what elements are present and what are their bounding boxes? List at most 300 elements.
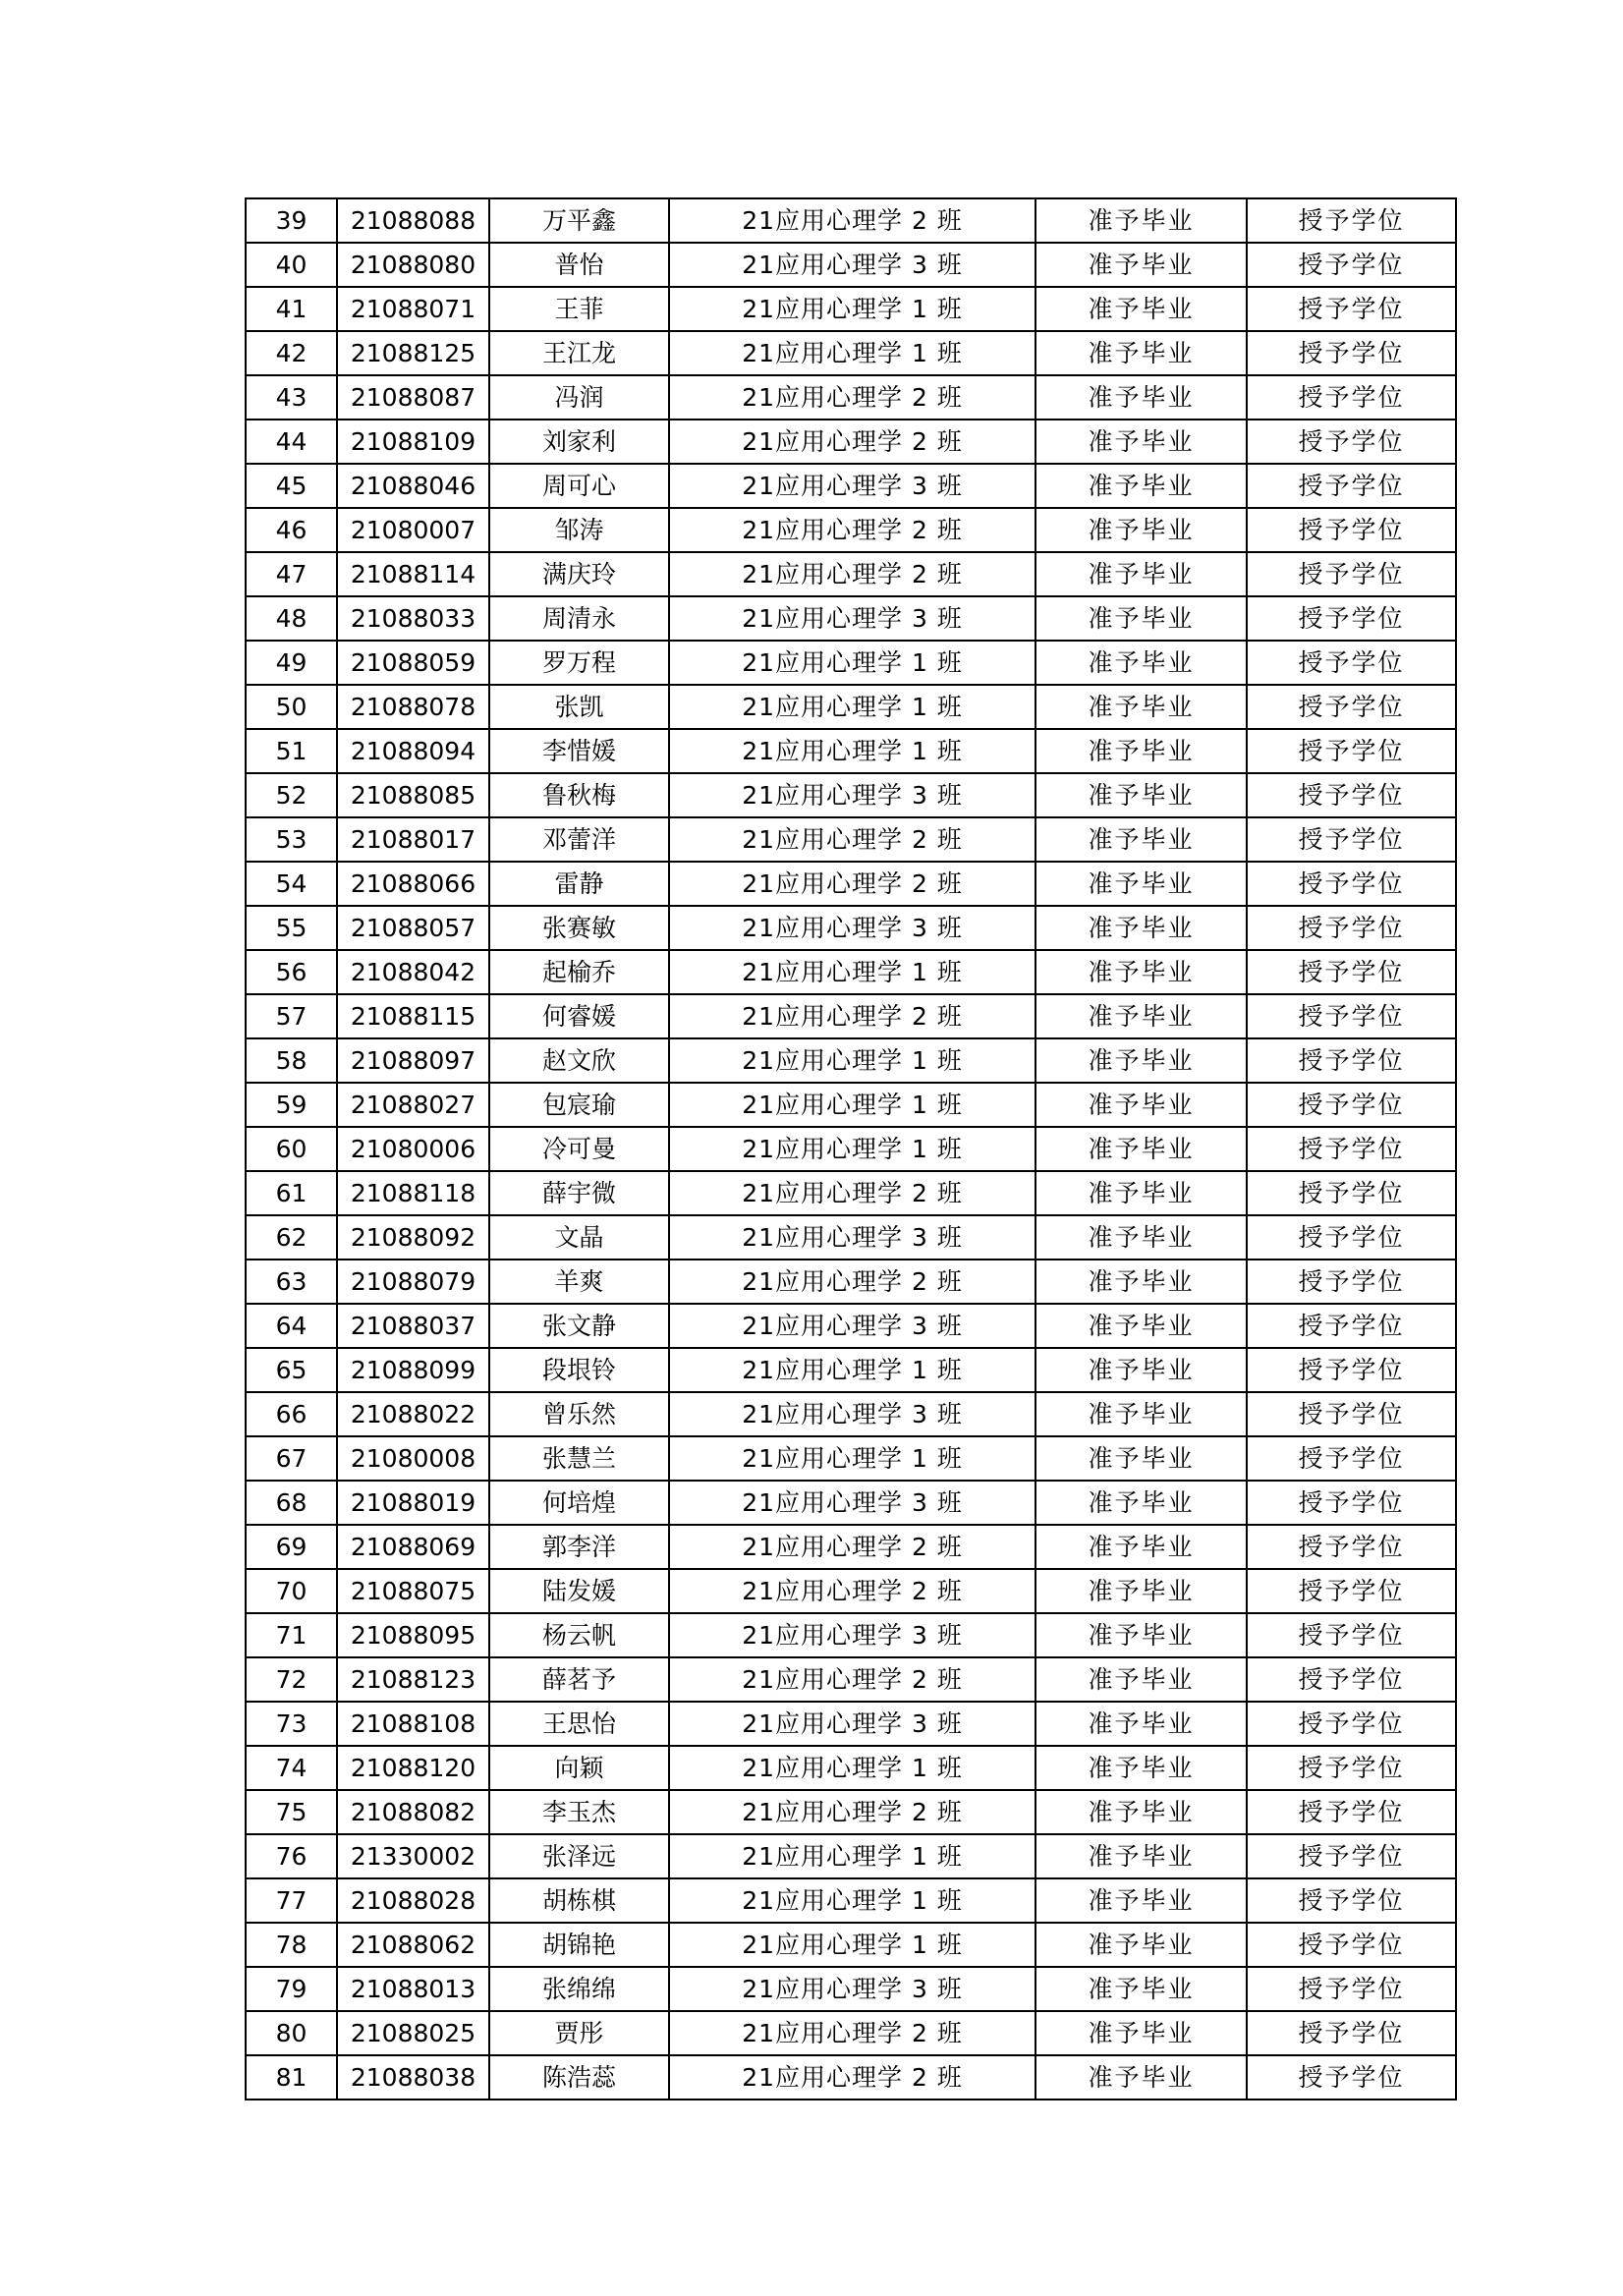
degree-status-cell: 授予学位 xyxy=(1247,1127,1456,1171)
student-name-cell: 贾彤 xyxy=(489,2011,669,2055)
class-name-cell: 21应用心理学 1 班 xyxy=(669,1127,1035,1171)
class-name-cell: 21应用心理学 3 班 xyxy=(669,596,1035,641)
student-id-cell: 21088033 xyxy=(337,596,489,641)
class-name-cell: 21应用心理学 2 班 xyxy=(669,994,1035,1038)
table-row xyxy=(246,773,1456,817)
student-name-cell: 赵文欣 xyxy=(489,1038,669,1083)
student-id-cell: 21088062 xyxy=(337,1923,489,1967)
degree-status-cell: 授予学位 xyxy=(1247,1746,1456,1790)
table-row xyxy=(246,198,1456,243)
degree-status-cell: 授予学位 xyxy=(1247,1790,1456,1834)
graduation-status-cell: 准予毕业 xyxy=(1035,1923,1247,1967)
student-id-cell: 21088071 xyxy=(337,287,489,331)
row-index-cell: 74 xyxy=(246,1746,337,1790)
student-id-cell: 21088022 xyxy=(337,1392,489,1436)
row-index-cell: 43 xyxy=(246,375,337,420)
class-name-cell: 21应用心理学 3 班 xyxy=(669,1613,1035,1657)
degree-status-cell: 授予学位 xyxy=(1247,1083,1456,1127)
table-row xyxy=(246,1613,1456,1657)
graduation-status-cell: 准予毕业 xyxy=(1035,729,1247,773)
degree-status-cell: 授予学位 xyxy=(1247,729,1456,773)
row-index-cell: 39 xyxy=(246,198,337,243)
student-name-cell: 王江龙 xyxy=(489,331,669,375)
class-name-cell: 21应用心理学 1 班 xyxy=(669,1038,1035,1083)
class-name-cell: 21应用心理学 2 班 xyxy=(669,2055,1035,2100)
table-row xyxy=(246,1392,1456,1436)
student-name-cell: 何睿媛 xyxy=(489,994,669,1038)
graduation-status-cell: 准予毕业 xyxy=(1035,2011,1247,2055)
table-row xyxy=(246,243,1456,287)
student-name-cell: 段垠铃 xyxy=(489,1348,669,1392)
degree-status-cell: 授予学位 xyxy=(1247,1392,1456,1436)
degree-status-cell: 授予学位 xyxy=(1247,198,1456,243)
student-id-cell: 21088079 xyxy=(337,1260,489,1304)
graduation-status-cell: 准予毕业 xyxy=(1035,817,1247,862)
row-index-cell: 40 xyxy=(246,243,337,287)
graduation-status-cell: 准予毕业 xyxy=(1035,1171,1247,1215)
student-name-cell: 邓蕾洋 xyxy=(489,817,669,862)
table-row xyxy=(246,641,1456,685)
student-id-cell: 21088025 xyxy=(337,2011,489,2055)
student-id-cell: 21088099 xyxy=(337,1348,489,1392)
graduation-status-cell: 准予毕业 xyxy=(1035,1481,1247,1525)
table-row xyxy=(246,1525,1456,1569)
row-index-cell: 75 xyxy=(246,1790,337,1834)
class-name-cell: 21应用心理学 1 班 xyxy=(669,1746,1035,1790)
table-row xyxy=(246,331,1456,375)
table-row xyxy=(246,817,1456,862)
student-id-cell: 21088114 xyxy=(337,552,489,596)
class-name-cell: 21应用心理学 3 班 xyxy=(669,1304,1035,1348)
table-row xyxy=(246,950,1456,994)
class-name-cell: 21应用心理学 2 班 xyxy=(669,817,1035,862)
table-row xyxy=(246,420,1456,464)
degree-status-cell: 授予学位 xyxy=(1247,1348,1456,1392)
table-row xyxy=(246,1038,1456,1083)
graduation-status-cell: 准予毕业 xyxy=(1035,1127,1247,1171)
table-row xyxy=(246,685,1456,729)
student-name-cell: 万平鑫 xyxy=(489,198,669,243)
row-index-cell: 73 xyxy=(246,1702,337,1746)
graduation-status-cell: 准予毕业 xyxy=(1035,243,1247,287)
roster-table-body xyxy=(246,198,1456,2100)
student-id-cell: 21088019 xyxy=(337,1481,489,1525)
table-row xyxy=(246,1083,1456,1127)
graduation-status-cell: 准予毕业 xyxy=(1035,1657,1247,1702)
student-name-cell: 普怡 xyxy=(489,243,669,287)
class-name-cell: 21应用心理学 3 班 xyxy=(669,1392,1035,1436)
degree-status-cell: 授予学位 xyxy=(1247,1304,1456,1348)
row-index-cell: 47 xyxy=(246,552,337,596)
student-id-cell: 21088028 xyxy=(337,1878,489,1923)
table-row xyxy=(246,2011,1456,2055)
table-row xyxy=(246,375,1456,420)
row-index-cell: 61 xyxy=(246,1171,337,1215)
graduation-status-cell: 准予毕业 xyxy=(1035,508,1247,552)
graduation-status-cell: 准予毕业 xyxy=(1035,331,1247,375)
student-id-cell: 21088109 xyxy=(337,420,489,464)
student-id-cell: 21088057 xyxy=(337,906,489,950)
table-row xyxy=(246,2055,1456,2100)
class-name-cell: 21应用心理学 3 班 xyxy=(669,906,1035,950)
graduation-status-cell: 准予毕业 xyxy=(1035,641,1247,685)
graduation-status-cell: 准予毕业 xyxy=(1035,862,1247,906)
graduation-status-cell: 准予毕业 xyxy=(1035,1746,1247,1790)
row-index-cell: 53 xyxy=(246,817,337,862)
degree-status-cell: 授予学位 xyxy=(1247,817,1456,862)
row-index-cell: 48 xyxy=(246,596,337,641)
student-id-cell: 21080006 xyxy=(337,1127,489,1171)
graduation-status-cell: 准予毕业 xyxy=(1035,950,1247,994)
degree-status-cell: 授予学位 xyxy=(1247,243,1456,287)
degree-status-cell: 授予学位 xyxy=(1247,1613,1456,1657)
graduation-status-cell: 准予毕业 xyxy=(1035,1569,1247,1613)
class-name-cell: 21应用心理学 2 班 xyxy=(669,1569,1035,1613)
row-index-cell: 50 xyxy=(246,685,337,729)
graduation-status-cell: 准予毕业 xyxy=(1035,994,1247,1038)
row-index-cell: 60 xyxy=(246,1127,337,1171)
row-index-cell: 54 xyxy=(246,862,337,906)
degree-status-cell: 授予学位 xyxy=(1247,508,1456,552)
class-name-cell: 21应用心理学 2 班 xyxy=(669,862,1035,906)
row-index-cell: 63 xyxy=(246,1260,337,1304)
student-id-cell: 21088085 xyxy=(337,773,489,817)
degree-status-cell: 授予学位 xyxy=(1247,1569,1456,1613)
student-name-cell: 罗万程 xyxy=(489,641,669,685)
student-name-cell: 冯润 xyxy=(489,375,669,420)
graduation-status-cell: 准予毕业 xyxy=(1035,464,1247,508)
student-name-cell: 胡栋棋 xyxy=(489,1878,669,1923)
degree-status-cell: 授予学位 xyxy=(1247,1834,1456,1878)
student-name-cell: 起榆乔 xyxy=(489,950,669,994)
class-name-cell: 21应用心理学 1 班 xyxy=(669,1083,1035,1127)
table-row xyxy=(246,1481,1456,1525)
class-name-cell: 21应用心理学 3 班 xyxy=(669,243,1035,287)
student-id-cell: 21088066 xyxy=(337,862,489,906)
row-index-cell: 68 xyxy=(246,1481,337,1525)
student-id-cell: 21088042 xyxy=(337,950,489,994)
student-id-cell: 21088038 xyxy=(337,2055,489,2100)
table-row xyxy=(246,552,1456,596)
row-index-cell: 64 xyxy=(246,1304,337,1348)
row-index-cell: 42 xyxy=(246,331,337,375)
student-id-cell: 21088037 xyxy=(337,1304,489,1348)
row-index-cell: 77 xyxy=(246,1878,337,1923)
student-id-cell: 21088082 xyxy=(337,1790,489,1834)
table-row xyxy=(246,1702,1456,1746)
table-row xyxy=(246,596,1456,641)
student-name-cell: 冷可曼 xyxy=(489,1127,669,1171)
degree-status-cell: 授予学位 xyxy=(1247,1481,1456,1525)
table-row xyxy=(246,1436,1456,1481)
student-id-cell: 21088095 xyxy=(337,1613,489,1657)
student-id-cell: 21088125 xyxy=(337,331,489,375)
graduation-status-cell: 准予毕业 xyxy=(1035,1525,1247,1569)
graduation-status-cell: 准予毕业 xyxy=(1035,1834,1247,1878)
degree-status-cell: 授予学位 xyxy=(1247,1038,1456,1083)
student-name-cell: 薛宇微 xyxy=(489,1171,669,1215)
row-index-cell: 52 xyxy=(246,773,337,817)
class-name-cell: 21应用心理学 2 班 xyxy=(669,198,1035,243)
class-name-cell: 21应用心理学 2 班 xyxy=(669,1171,1035,1215)
table-row xyxy=(246,1215,1456,1260)
table-row xyxy=(246,1348,1456,1392)
class-name-cell: 21应用心理学 2 班 xyxy=(669,1657,1035,1702)
student-id-cell: 21330002 xyxy=(337,1834,489,1878)
degree-status-cell: 授予学位 xyxy=(1247,641,1456,685)
student-name-cell: 刘家利 xyxy=(489,420,669,464)
degree-status-cell: 授予学位 xyxy=(1247,1215,1456,1260)
student-id-cell: 21088046 xyxy=(337,464,489,508)
row-index-cell: 70 xyxy=(246,1569,337,1613)
degree-status-cell: 授予学位 xyxy=(1247,1967,1456,2011)
student-id-cell: 21088115 xyxy=(337,994,489,1038)
class-name-cell: 21应用心理学 1 班 xyxy=(669,685,1035,729)
class-name-cell: 21应用心理学 2 班 xyxy=(669,420,1035,464)
degree-status-cell: 授予学位 xyxy=(1247,1436,1456,1481)
degree-status-cell: 授予学位 xyxy=(1247,994,1456,1038)
student-name-cell: 薛茗予 xyxy=(489,1657,669,1702)
graduation-status-cell: 准予毕业 xyxy=(1035,1215,1247,1260)
student-id-cell: 21088059 xyxy=(337,641,489,685)
student-id-cell: 21088017 xyxy=(337,817,489,862)
student-id-cell: 21088075 xyxy=(337,1569,489,1613)
row-index-cell: 81 xyxy=(246,2055,337,2100)
graduation-status-cell: 准予毕业 xyxy=(1035,1702,1247,1746)
class-name-cell: 21应用心理学 1 班 xyxy=(669,287,1035,331)
student-id-cell: 21088069 xyxy=(337,1525,489,1569)
degree-status-cell: 授予学位 xyxy=(1247,1657,1456,1702)
degree-status-cell: 授予学位 xyxy=(1247,2011,1456,2055)
table-row xyxy=(246,994,1456,1038)
degree-status-cell: 授予学位 xyxy=(1247,1260,1456,1304)
graduation-status-cell: 准予毕业 xyxy=(1035,552,1247,596)
student-id-cell: 21088120 xyxy=(337,1746,489,1790)
graduation-status-cell: 准予毕业 xyxy=(1035,2055,1247,2100)
graduation-status-cell: 准予毕业 xyxy=(1035,420,1247,464)
student-name-cell: 曾乐然 xyxy=(489,1392,669,1436)
class-name-cell: 21应用心理学 1 班 xyxy=(669,331,1035,375)
student-id-cell: 21088108 xyxy=(337,1702,489,1746)
student-name-cell: 包宸瑜 xyxy=(489,1083,669,1127)
table-row xyxy=(246,1878,1456,1923)
table-row xyxy=(246,1171,1456,1215)
student-name-cell: 鲁秋梅 xyxy=(489,773,669,817)
row-index-cell: 55 xyxy=(246,906,337,950)
student-name-cell: 文晶 xyxy=(489,1215,669,1260)
table-row xyxy=(246,1967,1456,2011)
table-row xyxy=(246,1923,1456,1967)
class-name-cell: 21应用心理学 2 班 xyxy=(669,1260,1035,1304)
student-name-cell: 周可心 xyxy=(489,464,669,508)
student-name-cell: 王思怡 xyxy=(489,1702,669,1746)
student-name-cell: 雷静 xyxy=(489,862,669,906)
degree-status-cell: 授予学位 xyxy=(1247,906,1456,950)
row-index-cell: 49 xyxy=(246,641,337,685)
graduation-status-cell: 准予毕业 xyxy=(1035,1304,1247,1348)
row-index-cell: 57 xyxy=(246,994,337,1038)
graduation-status-cell: 准予毕业 xyxy=(1035,1348,1247,1392)
graduation-status-cell: 准予毕业 xyxy=(1035,1436,1247,1481)
table-row xyxy=(246,906,1456,950)
degree-status-cell: 授予学位 xyxy=(1247,375,1456,420)
degree-status-cell: 授予学位 xyxy=(1247,1171,1456,1215)
row-index-cell: 59 xyxy=(246,1083,337,1127)
student-name-cell: 王菲 xyxy=(489,287,669,331)
class-name-cell: 21应用心理学 1 班 xyxy=(669,1923,1035,1967)
class-name-cell: 21应用心理学 1 班 xyxy=(669,1834,1035,1878)
graduation-status-cell: 准予毕业 xyxy=(1035,1260,1247,1304)
degree-status-cell: 授予学位 xyxy=(1247,862,1456,906)
graduation-roster-table xyxy=(245,197,1457,2100)
student-name-cell: 胡锦艳 xyxy=(489,1923,669,1967)
row-index-cell: 62 xyxy=(246,1215,337,1260)
degree-status-cell: 授予学位 xyxy=(1247,552,1456,596)
graduation-status-cell: 准予毕业 xyxy=(1035,375,1247,420)
table-row xyxy=(246,1569,1456,1613)
graduation-status-cell: 准予毕业 xyxy=(1035,1878,1247,1923)
graduation-status-cell: 准予毕业 xyxy=(1035,1083,1247,1127)
degree-status-cell: 授予学位 xyxy=(1247,287,1456,331)
row-index-cell: 71 xyxy=(246,1613,337,1657)
graduation-status-cell: 准予毕业 xyxy=(1035,1967,1247,2011)
table-row xyxy=(246,1834,1456,1878)
student-name-cell: 张泽远 xyxy=(489,1834,669,1878)
degree-status-cell: 授予学位 xyxy=(1247,950,1456,994)
row-index-cell: 79 xyxy=(246,1967,337,2011)
degree-status-cell: 授予学位 xyxy=(1247,1525,1456,1569)
student-name-cell: 周清永 xyxy=(489,596,669,641)
row-index-cell: 46 xyxy=(246,508,337,552)
class-name-cell: 21应用心理学 3 班 xyxy=(669,1215,1035,1260)
graduation-status-cell: 准予毕业 xyxy=(1035,1392,1247,1436)
class-name-cell: 21应用心理学 1 班 xyxy=(669,1348,1035,1392)
student-name-cell: 陈浩蕊 xyxy=(489,2055,669,2100)
student-name-cell: 张文静 xyxy=(489,1304,669,1348)
graduation-status-cell: 准予毕业 xyxy=(1035,685,1247,729)
row-index-cell: 45 xyxy=(246,464,337,508)
student-id-cell: 21088123 xyxy=(337,1657,489,1702)
row-index-cell: 72 xyxy=(246,1657,337,1702)
class-name-cell: 21应用心理学 2 班 xyxy=(669,1790,1035,1834)
student-id-cell: 21088013 xyxy=(337,1967,489,2011)
class-name-cell: 21应用心理学 1 班 xyxy=(669,1878,1035,1923)
degree-status-cell: 授予学位 xyxy=(1247,2055,1456,2100)
graduation-status-cell: 准予毕业 xyxy=(1035,773,1247,817)
class-name-cell: 21应用心理学 2 班 xyxy=(669,552,1035,596)
student-id-cell: 21080008 xyxy=(337,1436,489,1481)
class-name-cell: 21应用心理学 3 班 xyxy=(669,1702,1035,1746)
graduation-status-cell: 准予毕业 xyxy=(1035,1038,1247,1083)
student-name-cell: 邹涛 xyxy=(489,508,669,552)
class-name-cell: 21应用心理学 2 班 xyxy=(669,2011,1035,2055)
table-row xyxy=(246,729,1456,773)
student-name-cell: 杨云帆 xyxy=(489,1613,669,1657)
row-index-cell: 65 xyxy=(246,1348,337,1392)
student-id-cell: 21088087 xyxy=(337,375,489,420)
degree-status-cell: 授予学位 xyxy=(1247,1923,1456,1967)
class-name-cell: 21应用心理学 1 班 xyxy=(669,729,1035,773)
row-index-cell: 66 xyxy=(246,1392,337,1436)
student-id-cell: 21088118 xyxy=(337,1171,489,1215)
student-name-cell: 向颖 xyxy=(489,1746,669,1790)
table-row xyxy=(246,287,1456,331)
student-name-cell: 张赛敏 xyxy=(489,906,669,950)
row-index-cell: 78 xyxy=(246,1923,337,1967)
graduation-status-cell: 准予毕业 xyxy=(1035,596,1247,641)
student-name-cell: 何培煌 xyxy=(489,1481,669,1525)
graduation-status-cell: 准予毕业 xyxy=(1035,1790,1247,1834)
student-name-cell: 满庆玲 xyxy=(489,552,669,596)
class-name-cell: 21应用心理学 1 班 xyxy=(669,641,1035,685)
class-name-cell: 21应用心理学 3 班 xyxy=(669,773,1035,817)
graduation-status-cell: 准予毕业 xyxy=(1035,198,1247,243)
class-name-cell: 21应用心理学 2 班 xyxy=(669,375,1035,420)
row-index-cell: 67 xyxy=(246,1436,337,1481)
class-name-cell: 21应用心理学 3 班 xyxy=(669,1967,1035,2011)
degree-status-cell: 授予学位 xyxy=(1247,1878,1456,1923)
row-index-cell: 69 xyxy=(246,1525,337,1569)
student-name-cell: 张凯 xyxy=(489,685,669,729)
class-name-cell: 21应用心理学 2 班 xyxy=(669,1525,1035,1569)
degree-status-cell: 授予学位 xyxy=(1247,331,1456,375)
student-name-cell: 陆发媛 xyxy=(489,1569,669,1613)
class-name-cell: 21应用心理学 2 班 xyxy=(669,508,1035,552)
table-row xyxy=(246,1790,1456,1834)
row-index-cell: 44 xyxy=(246,420,337,464)
row-index-cell: 76 xyxy=(246,1834,337,1878)
student-name-cell: 张绵绵 xyxy=(489,1967,669,2011)
student-name-cell: 李玉杰 xyxy=(489,1790,669,1834)
table-row xyxy=(246,1304,1456,1348)
student-name-cell: 郭李洋 xyxy=(489,1525,669,1569)
row-index-cell: 58 xyxy=(246,1038,337,1083)
graduation-status-cell: 准予毕业 xyxy=(1035,287,1247,331)
student-id-cell: 21088078 xyxy=(337,685,489,729)
graduation-status-cell: 准予毕业 xyxy=(1035,1613,1247,1657)
student-id-cell: 21088027 xyxy=(337,1083,489,1127)
degree-status-cell: 授予学位 xyxy=(1247,420,1456,464)
row-index-cell: 80 xyxy=(246,2011,337,2055)
row-index-cell: 41 xyxy=(246,287,337,331)
degree-status-cell: 授予学位 xyxy=(1247,685,1456,729)
student-id-cell: 21088088 xyxy=(337,198,489,243)
student-id-cell: 21088092 xyxy=(337,1215,489,1260)
row-index-cell: 51 xyxy=(246,729,337,773)
class-name-cell: 21应用心理学 3 班 xyxy=(669,1481,1035,1525)
student-id-cell: 21088094 xyxy=(337,729,489,773)
class-name-cell: 21应用心理学 3 班 xyxy=(669,464,1035,508)
degree-status-cell: 授予学位 xyxy=(1247,596,1456,641)
graduation-status-cell: 准予毕业 xyxy=(1035,906,1247,950)
student-id-cell: 21088080 xyxy=(337,243,489,287)
table-row xyxy=(246,1746,1456,1790)
table-row xyxy=(246,1127,1456,1171)
degree-status-cell: 授予学位 xyxy=(1247,773,1456,817)
table-row xyxy=(246,1657,1456,1702)
table-row xyxy=(246,1260,1456,1304)
student-name-cell: 李惜媛 xyxy=(489,729,669,773)
class-name-cell: 21应用心理学 1 班 xyxy=(669,1436,1035,1481)
student-name-cell: 羊爽 xyxy=(489,1260,669,1304)
degree-status-cell: 授予学位 xyxy=(1247,464,1456,508)
table-row xyxy=(246,464,1456,508)
degree-status-cell: 授予学位 xyxy=(1247,1702,1456,1746)
student-id-cell: 21080007 xyxy=(337,508,489,552)
table-row xyxy=(246,862,1456,906)
student-id-cell: 21088097 xyxy=(337,1038,489,1083)
table-row xyxy=(246,508,1456,552)
